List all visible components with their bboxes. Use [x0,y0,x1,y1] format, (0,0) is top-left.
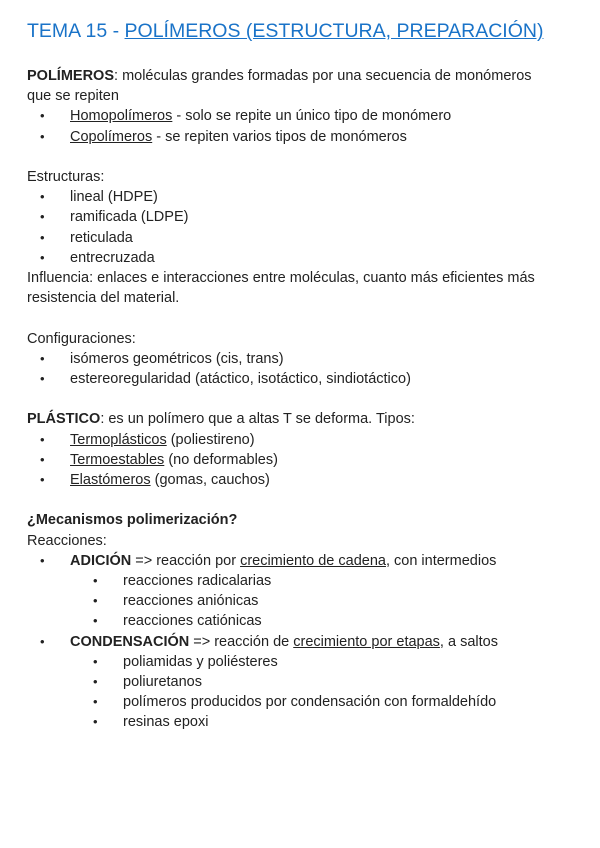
condensacion-post: , a saltos [439,633,498,650]
title-main: TEMA 15 - [27,20,125,42]
list-item-text: - se repiten varios tipos de monómeros [152,128,407,145]
list-item: • isómeros geométricos (cis, trans) [27,349,587,369]
condensacion-sublist [27,652,587,733]
spacer [27,147,587,167]
polimeros-definition-text: : moléculas grandes formadas por una secuencia de monómeros [114,68,532,84]
spacer [27,389,587,409]
polimeros-definition [27,66,587,106]
mecanismos-question: ¿Mecanismos polimerización? [27,512,238,529]
reacciones-list-2 [27,632,587,652]
list-item [27,470,587,490]
influencia-text [27,268,587,308]
list-item: • reacciones aniónicas [27,591,587,611]
adicion-pre: => reacción por [131,552,241,569]
reacciones-list [27,551,587,571]
homopolimeros-term: Homopolímeros [70,108,173,125]
list-item [27,127,587,147]
polimeros-term: POLÍMEROS [27,68,115,84]
condensacion-item [27,632,587,652]
condensacion-underlined: crecimiento por etapas [293,633,440,650]
estructuras-list [27,187,587,268]
document-page [27,18,587,733]
plastico-definition-text: : es un polímero que a altas T se deforma. Tipos: [100,411,415,428]
condensacion-pre: => reacción de [189,633,294,650]
list-item [27,106,587,126]
list-item [27,450,587,470]
adicion-underlined: crecimiento de cadena [240,552,386,569]
list-item-text: (no deformables) [164,451,278,468]
polimeros-definition-text-2: que se repiten [27,88,119,105]
plastico-term: PLÁSTICO [27,411,101,428]
list-item-text: - solo se repite un único tipo de monómero [172,108,452,125]
list-item: • estereoregularidad (atáctico, isotáctico, sindiotáctico) [27,369,587,389]
polimeros-list [27,106,587,146]
termoestables-term: Termoestables [70,451,165,468]
list-item: • poliuretanos [27,672,587,692]
list-item: • reacciones catiónicas [27,611,587,631]
spacer [27,308,587,328]
spacer [27,490,587,510]
list-item: • polímeros producidos por condensación con formaldehído [27,692,587,712]
list-item-text: (gomas, cauchos) [150,472,270,489]
condensacion-term: CONDENSACIÓN [70,633,190,650]
copolimeros-term: Copolímeros [70,128,153,145]
influencia-line-1: Influencia: enlaces e interacciones entre moléculas, cuanto más eficientes más [27,270,535,287]
list-item: • ramificada (LDPE) [27,207,587,227]
adicion-item [27,551,587,571]
adicion-term: ADICIÓN [70,552,132,569]
list-item: • lineal (HDPE) [27,187,587,207]
list-item: • resinas epoxi [27,712,587,732]
influencia-line-2: resistencia del material. [27,290,180,307]
configuraciones-list [27,349,587,389]
adicion-sublist [27,571,587,632]
reacciones-heading: Reacciones: [27,532,107,549]
configuraciones-heading: Configuraciones: [27,330,136,347]
list-item-text: (poliestireno) [166,431,255,448]
elastomeros-term: Elastómeros [70,472,151,489]
list-item: • poliamidas y poliésteres [27,652,587,672]
title-subtitle: POLÍMEROS (ESTRUCTURA, PREPARACIÓN) [124,20,544,42]
list-item: • reacciones radicalarias [27,571,587,591]
page-title [27,18,587,44]
list-item: • entrecruzada [27,248,587,268]
adicion-post: , con intermedios [385,552,497,569]
estructuras-heading: Estructuras: [27,169,105,185]
plastico-list [27,430,587,491]
termoplasticos-term: Termoplásticos [70,431,167,448]
plastico-definition [27,409,587,429]
list-item: • reticulada [27,228,587,248]
list-item [27,430,587,450]
